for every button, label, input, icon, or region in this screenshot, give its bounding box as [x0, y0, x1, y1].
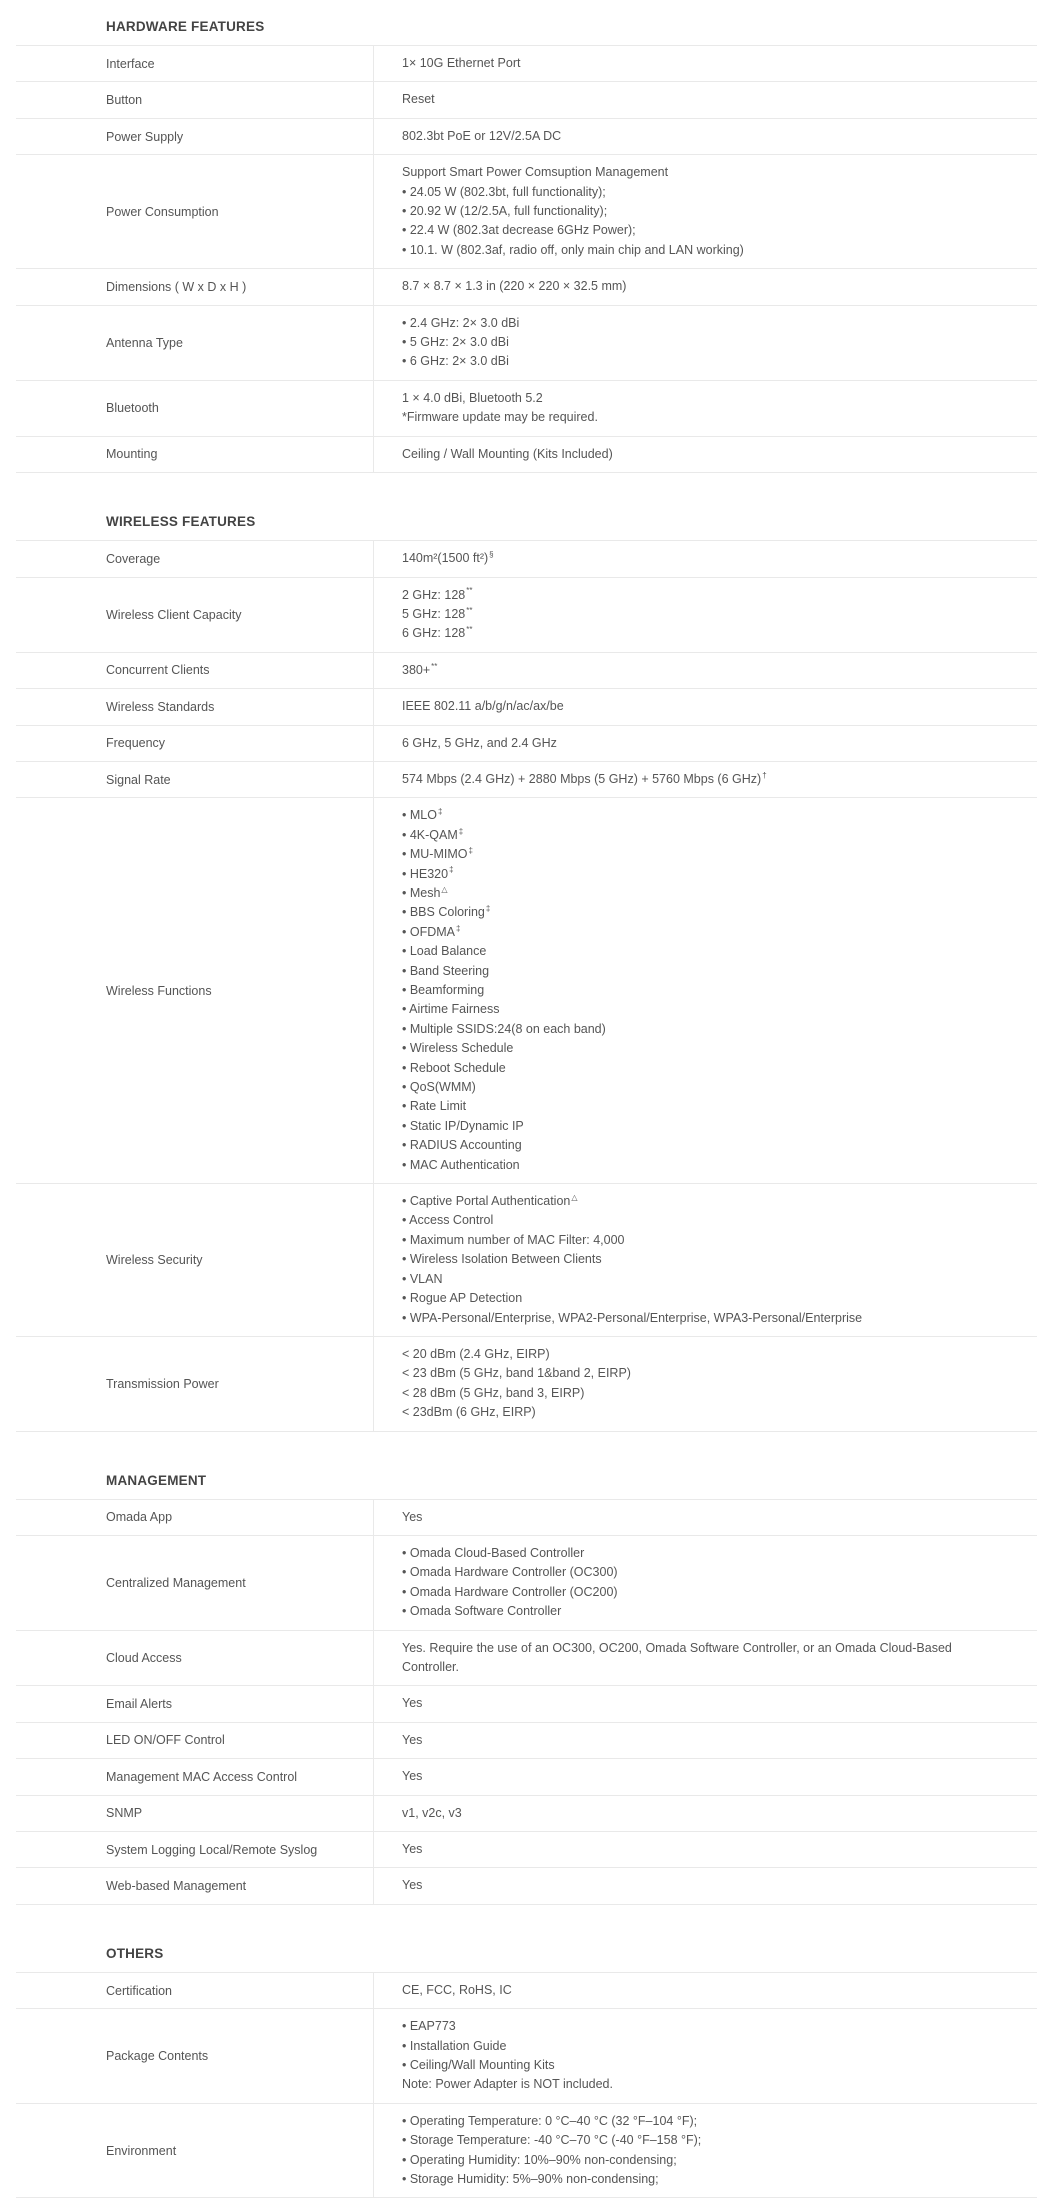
spec-value-text: Yes [402, 1842, 423, 1856]
spec-label: Power Consumption [16, 155, 374, 268]
spec-value-text: • MAC Authentication [402, 1157, 520, 1172]
spec-label: Transmission Power [16, 1337, 374, 1431]
spec-value-text: • Omada Hardware Controller (OC300) [402, 1565, 618, 1580]
spec-value-line [402, 549, 1027, 568]
spec-value-text: • QoS(WMM) [402, 1080, 476, 1095]
spec-value-text: • BBS Coloring [402, 905, 485, 920]
spec-row-signal-rate [16, 762, 1037, 798]
spec-value-text: Support Smart Power Comsuption Management [402, 165, 669, 180]
spec-value-text: • Storage Humidity: 5%–90% non-condensing; [402, 2172, 659, 2187]
spec-value-line [402, 1804, 1027, 1823]
footnote-marker: ‡ [468, 846, 473, 855]
spec-value-line [402, 1231, 1027, 1250]
spec-value-text: • Beamforming [402, 983, 485, 997]
footnote-marker: ‡ [437, 807, 443, 817]
footnote-marker: ** [431, 661, 438, 671]
spec-value-line [402, 865, 1027, 884]
spec-value-text: • HE320 [402, 866, 449, 881]
spec-value-line [402, 2075, 1027, 2094]
spec-value-line [402, 1345, 1027, 1364]
spec-value-text: • Ceiling/Wall Mounting Kits [402, 2058, 555, 2073]
spec-value-line [402, 1117, 1027, 1136]
spec-value-line [402, 2017, 1027, 2036]
spec-value-text: Controller. [402, 1659, 459, 1674]
spec-label: Signal Rate [16, 762, 374, 797]
spec-value-text: • MLO [402, 808, 437, 823]
footnote-marker: ‡ [485, 904, 491, 914]
spec-label: Wireless Client Capacity [16, 578, 374, 652]
spec-value-line [402, 1039, 1027, 1058]
spec-value-text: • Static IP/Dynamic IP [402, 1118, 524, 1133]
spec-value-text: • 4K-QAM [402, 827, 458, 842]
spec-value-text: Yes. Require the use of an OC300, OC200, Omada Software Controller, or an Omada Cloud-Based [402, 1640, 952, 1655]
spec-value-line [402, 1192, 1027, 1211]
spec-value-line [402, 1694, 1027, 1713]
spec-value-line [402, 1078, 1027, 1097]
spec-value [374, 798, 1037, 1183]
spec-value-line [402, 1384, 1027, 1403]
spec-value-line [402, 1840, 1027, 1859]
spec-value-line [402, 661, 1027, 680]
spec-value-text: Yes [402, 1769, 423, 1784]
footnote-marker: ‡ [449, 865, 454, 875]
spec-value-text: Note: Power Adapter is NOT included. [402, 2077, 613, 2092]
spec-value [374, 1868, 1037, 1903]
spec-row-management-mac-access-control [16, 1759, 1037, 1795]
spec-value-text: v1, v2c, v3 [402, 1805, 462, 1820]
spec-label: Dimensions ( W x D x H ) [16, 269, 374, 304]
spec-value-text: • WPA-Personal/Enterprise, WPA2-Personal/Enterprise, WPA3-Personal/Enterprise [402, 1310, 863, 1325]
section-management [16, 1454, 1037, 1905]
spec-label: Power Supply [16, 119, 374, 154]
spec-label: Wireless Functions [16, 798, 374, 1183]
spec-value-line [402, 1767, 1027, 1786]
spec-value-line [402, 2151, 1027, 2170]
section-title: MANAGEMENT [16, 1454, 1037, 1500]
spec-value-line [402, 1020, 1027, 1039]
spec-value [374, 653, 1037, 688]
spec-value-line [402, 314, 1027, 333]
spec-value [374, 2009, 1037, 2103]
spec-value-text: • Wireless Schedule [402, 1041, 514, 1056]
spec-value-line [402, 586, 1027, 605]
footnote-marker: ** [466, 586, 473, 596]
spec-value-text: < 28 dBm (5 GHz, band 3, EIRP) [402, 1385, 585, 1400]
spec-value [374, 119, 1037, 154]
spec-value-text: • Captive Portal Authentication [402, 1194, 571, 1209]
spec-label: Email Alerts [16, 1686, 374, 1721]
spec-value-text: 6 GHz: 128 [402, 626, 466, 641]
section-others [16, 1927, 1037, 2199]
spec-value-text: • Rate Limit [402, 1099, 467, 1114]
spec-value-text: 6 GHz, 5 GHz, and 2.4 GHz [402, 735, 557, 750]
spec-value-text: • Operating Humidity: 10%–90% non-condensing; [402, 2152, 677, 2167]
spec-row-transmission-power [16, 1337, 1037, 1432]
footnote-marker: △ [441, 884, 448, 894]
spec-value-text: • Access Control [402, 1213, 494, 1228]
spec-value-line [402, 826, 1027, 845]
spec-value-text: IEEE 802.11 a/b/g/n/ac/ax/be [402, 699, 564, 714]
spec-value [374, 762, 1037, 797]
spec-value-line [402, 734, 1027, 753]
spec-label: Omada App [16, 1500, 374, 1535]
spec-row-centralized-management [16, 1536, 1037, 1631]
spec-row-cloud-access [16, 1631, 1037, 1687]
spec-value-line [402, 2056, 1027, 2075]
spec-value-line [402, 1097, 1027, 1116]
spec-value [374, 269, 1037, 304]
spec-label: Interface [16, 46, 374, 81]
spec-value-line [402, 1731, 1027, 1750]
spec-label: Centralized Management [16, 1536, 374, 1630]
spec-value-text: • Airtime Fairness [402, 1002, 500, 1017]
spec-value [374, 306, 1037, 380]
spec-value [374, 1686, 1037, 1721]
spec-value-text: • Reboot Schedule [402, 1060, 506, 1075]
spec-value-text: 8.7 × 8.7 × 1.3 in (220 × 220 × 32.5 mm) [402, 279, 627, 294]
spec-label: Wireless Standards [16, 689, 374, 724]
spec-value-text: Yes [402, 1732, 423, 1747]
spec-row-power-supply [16, 119, 1037, 155]
spec-label: System Logging Local/Remote Syslog [16, 1832, 374, 1867]
spec-value-text: • 20.92 W (12/2.5A, full functionality); [402, 204, 608, 219]
spec-value-text: • Storage Temperature: -40 °C–70 °C (-40 °F–158 °F); [402, 2133, 702, 2148]
spec-value-line [402, 697, 1027, 716]
spec-label: Bluetooth [16, 381, 374, 436]
spec-value-text: • MU-MIMO [402, 847, 468, 862]
spec-value-text: 574 Mbps (2.4 GHz) + 2880 Mbps (5 GHz) + 5760 Mbps (6 GHz) [402, 771, 762, 786]
footnote-marker: § [489, 549, 494, 559]
spec-value-line [402, 54, 1027, 73]
spec-value [374, 1973, 1037, 2008]
spec-label: Wireless Security [16, 1184, 374, 1336]
spec-value-line [402, 1289, 1027, 1308]
spec-value-text: • Omada Hardware Controller (OC200) [402, 1584, 618, 1599]
spec-value-line [402, 1658, 1027, 1677]
spec-row-snmp [16, 1796, 1037, 1832]
spec-value-line [402, 163, 1027, 182]
spec-value-line [402, 1563, 1027, 1582]
spec-value-line [402, 127, 1027, 146]
spec-row-web-based-management [16, 1868, 1037, 1904]
spec-value-line [402, 1602, 1027, 1621]
spec-label: SNMP [16, 1796, 374, 1831]
spec-value-text: • Omada Cloud-Based Controller [402, 1545, 585, 1560]
spec-value-line [402, 183, 1027, 202]
spec-row-frequency [16, 726, 1037, 762]
spec-value-text: 5 GHz: 128 [402, 606, 466, 621]
spec-value-text: • Multiple SSIDS:24(8 on each band) [402, 1021, 606, 1036]
section-hardware-features [16, 0, 1037, 473]
spec-value-text: • Load Balance [402, 944, 487, 959]
spec-value-line [402, 1876, 1027, 1895]
spec-value-line [402, 1059, 1027, 1078]
spec-value-line [402, 1981, 1027, 2000]
spec-value-text: • Maximum number of MAC Filter: 4,000 [402, 1232, 625, 1247]
spec-value [374, 155, 1037, 268]
spec-value-line [402, 806, 1027, 825]
spec-row-email-alerts [16, 1686, 1037, 1722]
spec-value-text: • 22.4 W (802.3at decrease 6GHz Power); [402, 223, 636, 238]
spec-value [374, 1759, 1037, 1794]
spec-value-line [402, 1250, 1027, 1269]
spec-value-line [402, 605, 1027, 624]
spec-row-environment [16, 2104, 1037, 2199]
spec-value [374, 1723, 1037, 1758]
spec-label: Management MAC Access Control [16, 1759, 374, 1794]
spec-value [374, 1337, 1037, 1431]
section-title: HARDWARE FEATURES [16, 0, 1037, 46]
spec-value [374, 2104, 1037, 2198]
spec-value-text: 802.3bt PoE or 12V/2.5A DC [402, 128, 562, 143]
spec-value-text: 140m²(1500 ft²) [402, 551, 489, 566]
spec-label: LED ON/OFF Control [16, 1723, 374, 1758]
spec-value [374, 437, 1037, 472]
spec-value-text: Yes [402, 1696, 423, 1711]
spec-value-line [402, 981, 1027, 1000]
spec-row-dimensions-w-x-d-x-h [16, 269, 1037, 305]
footnote-marker: ‡ [458, 826, 464, 836]
spec-value [374, 381, 1037, 436]
spec-value-text: • EAP773 [402, 2019, 456, 2034]
spec-label: Cloud Access [16, 1631, 374, 1686]
spec-row-wireless-client-capacity [16, 578, 1037, 653]
spec-label: Button [16, 82, 374, 117]
spec-value-line [402, 884, 1027, 903]
spec-value [374, 1184, 1037, 1336]
spec-row-power-consumption [16, 155, 1037, 269]
spec-value [374, 1631, 1037, 1686]
spec-row-bluetooth [16, 381, 1037, 437]
spec-value-line [402, 2131, 1027, 2150]
spec-value-line [402, 962, 1027, 981]
spec-value-text: • 5 GHz: 2× 3.0 dBi [402, 335, 509, 350]
footnote-marker: † [762, 770, 767, 780]
section-title: OTHERS [16, 1927, 1037, 1973]
spec-value [374, 46, 1037, 81]
spec-value-line [402, 1544, 1027, 1563]
spec-value-text: • 6 GHz: 2× 3.0 dBi [402, 354, 509, 369]
spec-label: Environment [16, 2104, 374, 2198]
spec-row-concurrent-clients [16, 653, 1037, 689]
spec-value-text: Yes [402, 1509, 423, 1524]
spec-row-mounting [16, 437, 1037, 473]
spec-value-text: 2 GHz: 128 [402, 587, 466, 602]
spec-value [374, 1796, 1037, 1831]
spec-value-text: Yes [402, 1878, 423, 1893]
spec-value-line [402, 2170, 1027, 2189]
spec-row-wireless-functions [16, 798, 1037, 1184]
spec-value-line [402, 1156, 1027, 1175]
spec-value-line [402, 1136, 1027, 1155]
spec-value-line [402, 845, 1027, 864]
footnote-marker: ‡ [456, 923, 461, 933]
spec-row-led-on-off-control [16, 1723, 1037, 1759]
spec-value-line [402, 445, 1027, 464]
spec-value [374, 689, 1037, 724]
spec-value [374, 541, 1037, 576]
spec-value-text: • Rogue AP Detection [402, 1291, 523, 1306]
spec-value-text: < 23 dBm (5 GHz, band 1&band 2, EIRP) [402, 1366, 631, 1381]
spec-row-wireless-standards [16, 689, 1037, 725]
spec-row-button [16, 82, 1037, 118]
spec-row-omada-app [16, 1500, 1037, 1536]
spec-value-text: • 10.1. W (802.3af, radio off, only main chip and LAN working) [402, 242, 744, 257]
spec-value-line [402, 202, 1027, 221]
spec-value-line [402, 624, 1027, 643]
spec-value-line [402, 770, 1027, 789]
spec-value-line [402, 352, 1027, 371]
spec-value-line [402, 942, 1027, 961]
spec-value-text: CE, FCC, RoHS, IC [402, 1982, 512, 1997]
spec-value-text: 380+ [402, 662, 431, 677]
spec-value-line [402, 408, 1027, 427]
spec-row-certification [16, 1973, 1037, 2009]
spec-value-text: • Wireless Isolation Between Clients [402, 1252, 602, 1267]
spec-label: Concurrent Clients [16, 653, 374, 688]
spec-value-line [402, 1508, 1027, 1527]
spec-value-line [402, 2112, 1027, 2131]
spec-value-text: 1 × 4.0 dBi, Bluetooth 5.2 [402, 390, 543, 405]
spec-value-text: < 20 dBm (2.4 GHz, EIRP) [402, 1346, 550, 1361]
spec-row-antenna-type [16, 306, 1037, 381]
spec-value [374, 578, 1037, 652]
spec-value-text: 1× 10G Ethernet Port [402, 56, 521, 70]
spec-value-line [402, 2037, 1027, 2056]
spec-value-text: • Band Steering [402, 963, 490, 978]
spec-value [374, 82, 1037, 117]
spec-value-text: • VLAN [402, 1271, 443, 1286]
spec-label: Web-based Management [16, 1868, 374, 1903]
spec-value-line [402, 1403, 1027, 1422]
section-title: WIRELESS FEATURES [16, 495, 1037, 541]
spec-value-line [402, 903, 1027, 922]
spec-value-line [402, 333, 1027, 352]
spec-value-text: < 23dBm (6 GHz, EIRP) [402, 1405, 536, 1420]
spec-value [374, 1832, 1037, 1867]
spec-label: Mounting [16, 437, 374, 472]
spec-row-wireless-security [16, 1184, 1037, 1337]
spec-label: Coverage [16, 541, 374, 576]
spec-value-text: *Firmware update may be required. [402, 410, 598, 425]
spec-value-line [402, 389, 1027, 408]
spec-value-text: Ceiling / Wall Mounting (Kits Included) [402, 446, 613, 461]
spec-value-text: • OFDMA [402, 924, 455, 939]
section-wireless-features [16, 495, 1037, 1431]
footnote-marker: ** [466, 625, 473, 635]
spec-value-text: • Installation Guide [402, 2038, 507, 2053]
spec-row-package-contents [16, 2009, 1037, 2104]
spec-value-text: • RADIUS Accounting [402, 1138, 522, 1153]
spec-value-line [402, 923, 1027, 942]
spec-value-line [402, 1309, 1027, 1328]
spec-value-line [402, 1270, 1027, 1289]
spec-value-text: • 24.05 W (802.3bt, full functionality); [402, 184, 606, 199]
spec-value-line [402, 1211, 1027, 1230]
spec-value-text: • Operating Temperature: 0 °C–40 °C (32 °F–104 °F); [402, 2113, 698, 2128]
spec-value-line [402, 1000, 1027, 1019]
spec-label: Antenna Type [16, 306, 374, 380]
spec-value [374, 1500, 1037, 1535]
spec-label: Package Contents [16, 2009, 374, 2103]
spec-value-line [402, 241, 1027, 260]
spec-value [374, 1536, 1037, 1630]
spec-label: Certification [16, 1973, 374, 2008]
spec-value-text: • Omada Software Controller [402, 1604, 562, 1619]
spec-row-coverage [16, 541, 1037, 577]
spec-value-line [402, 221, 1027, 240]
spec-row-interface [16, 46, 1037, 82]
spec-value-line [402, 277, 1027, 296]
spec-label: Frequency [16, 726, 374, 761]
spec-value-text: • 2.4 GHz: 2× 3.0 dBi [402, 315, 520, 330]
footnote-marker: △ [571, 1192, 578, 1202]
spec-value-line [402, 1583, 1027, 1602]
spec-value-line [402, 1639, 1027, 1658]
footnote-marker: ** [466, 605, 473, 615]
spec-value [374, 726, 1037, 761]
spec-value-text: Reset [402, 92, 435, 107]
spec-value-line [402, 1364, 1027, 1383]
spec-value-line [402, 90, 1027, 109]
spec-row-system-logging-local-remote-syslog [16, 1832, 1037, 1868]
spec-value-text: • Mesh [402, 885, 441, 900]
